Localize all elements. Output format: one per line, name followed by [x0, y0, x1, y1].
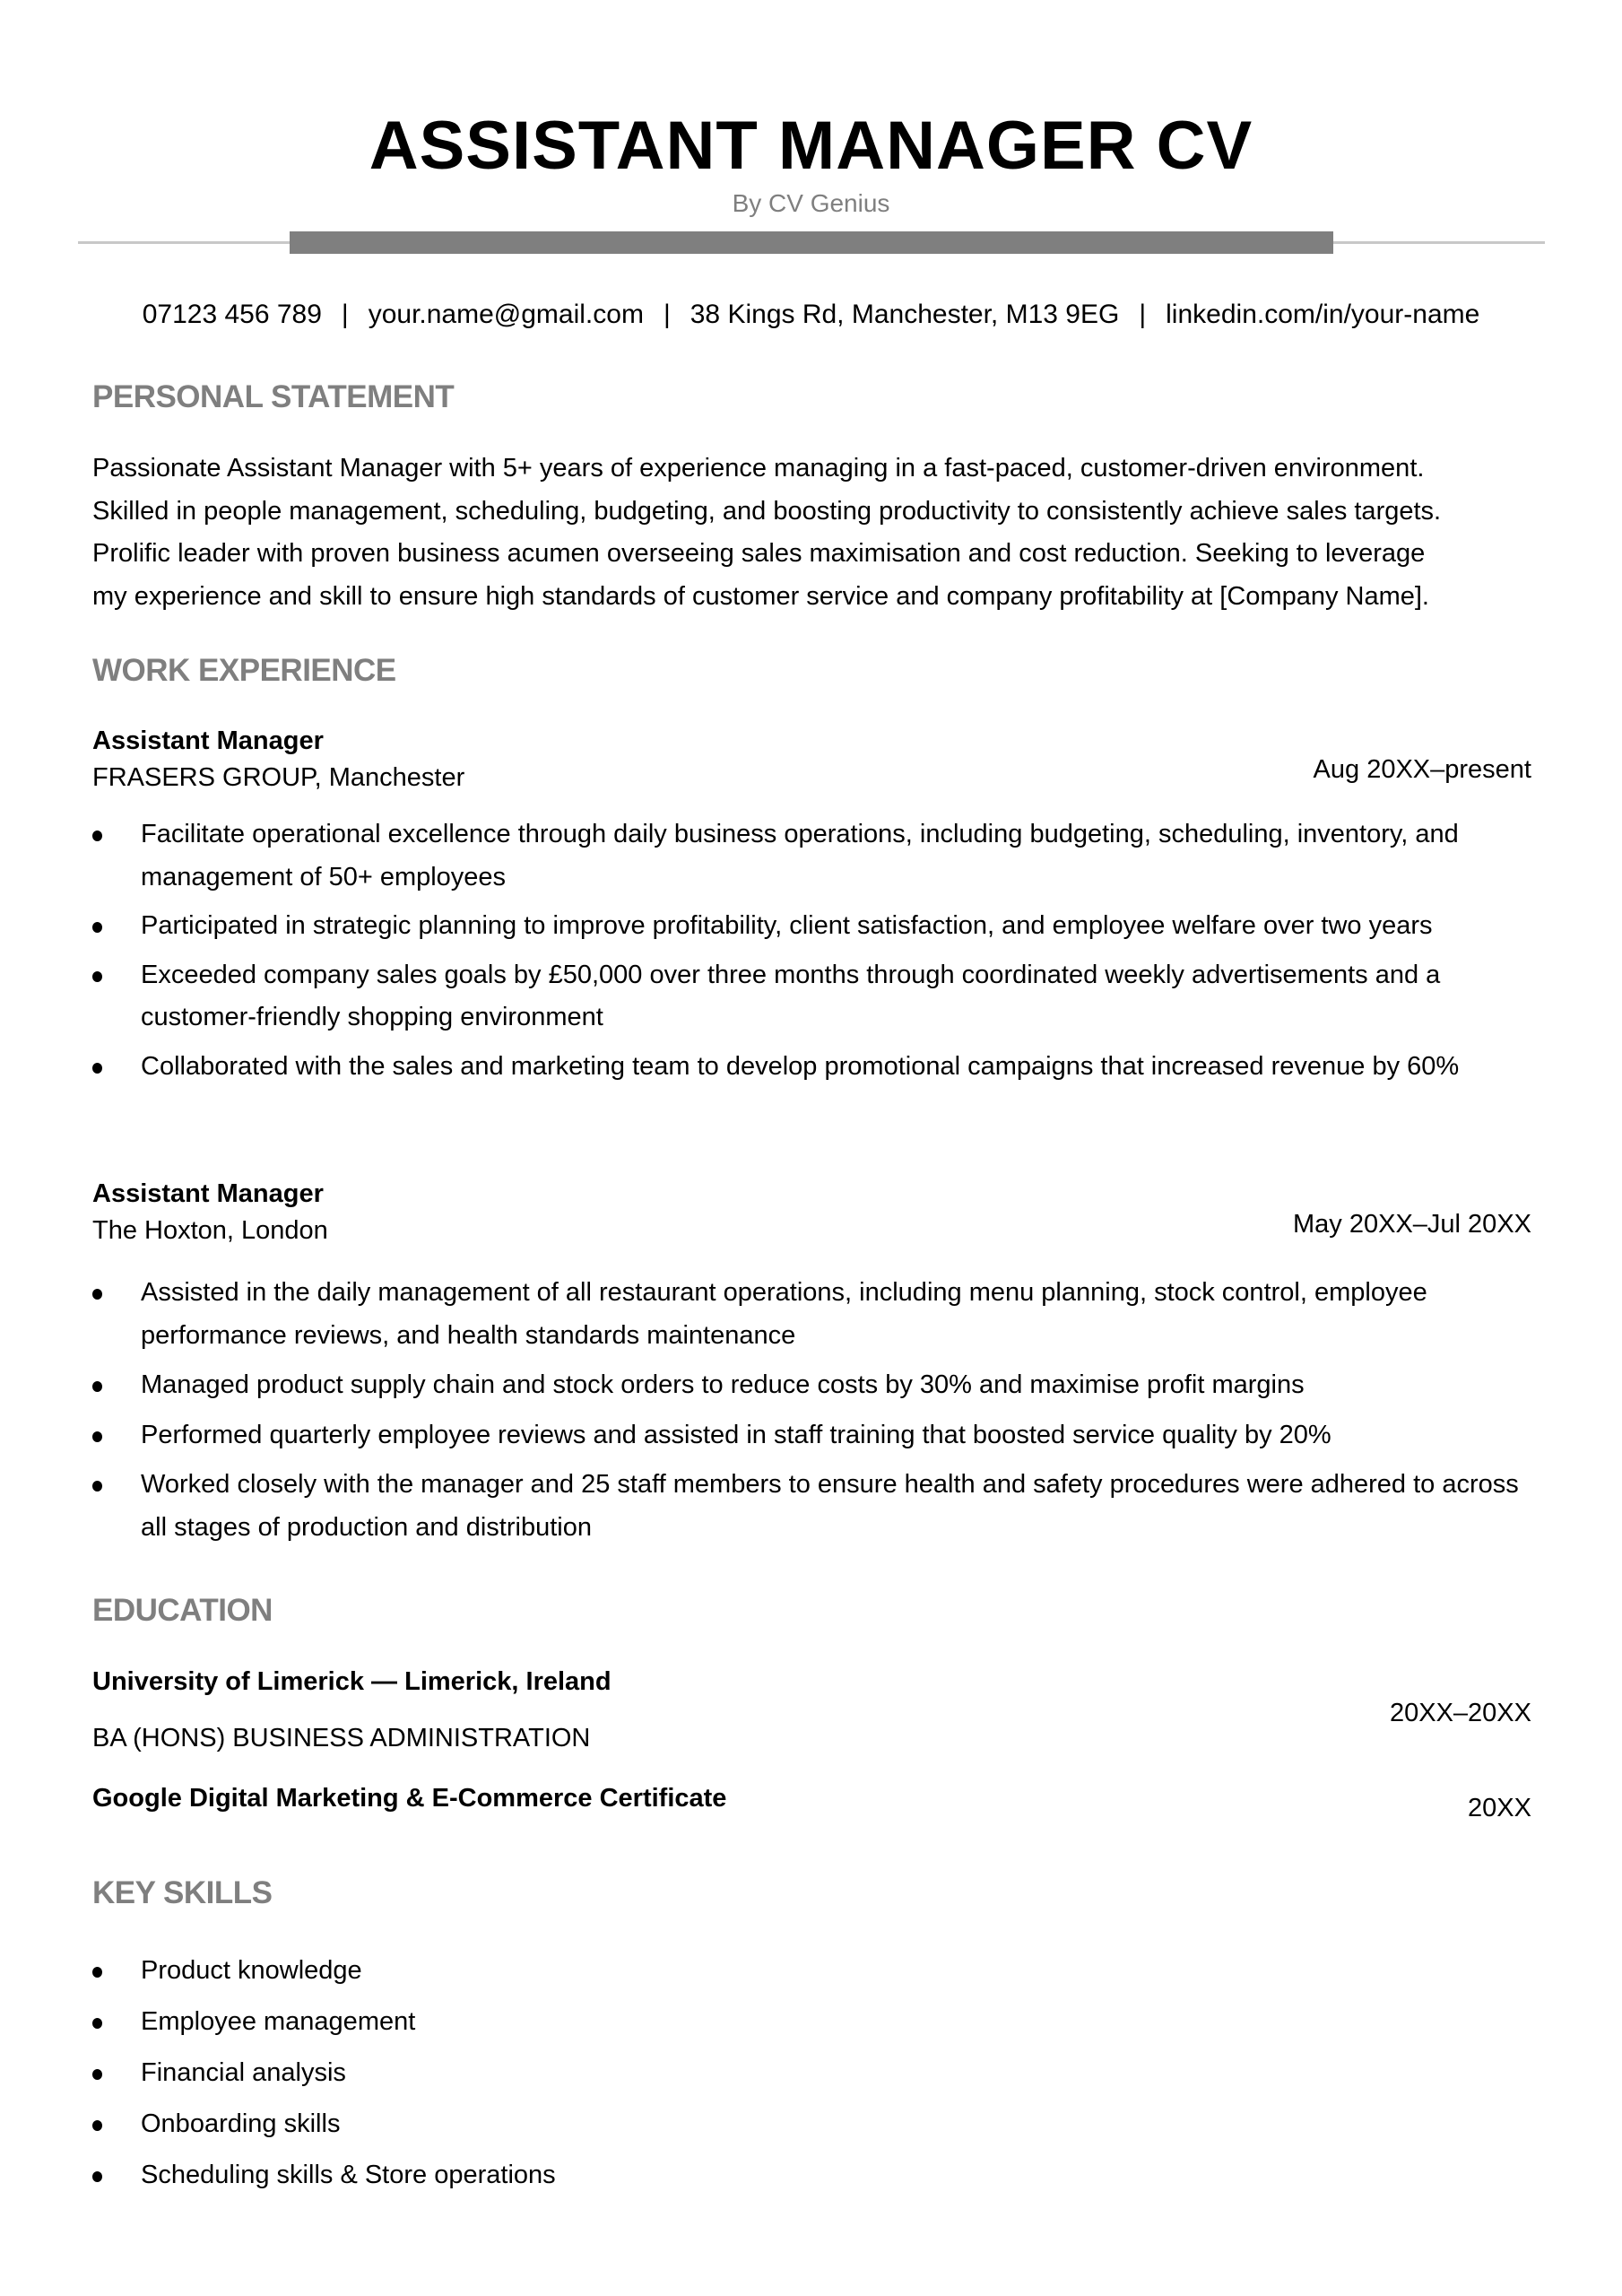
- section-heading-work-experience: WORK EXPERIENCE: [92, 653, 396, 688]
- statement-line: Prolific leader with proven business acumen overseeing sales maximisation and cost reduction. Seeking to leverage: [92, 539, 1426, 568]
- contact-linkedin[interactable]: linkedin.com/in/your-name: [1166, 300, 1480, 329]
- bullet-icon: [92, 2120, 102, 2131]
- statement-line: Skilled in people management, scheduling, budgeting, and boosting productivity to consistently achieve sales targets.: [92, 496, 1442, 526]
- bullet-icon: [92, 971, 102, 982]
- section-heading-key-skills: KEY SKILLS: [92, 1875, 273, 1910]
- cv-title: ASSISTANT MANAGER CV: [369, 108, 1253, 184]
- job-bullet-list: [92, 1272, 1545, 1556]
- bullet-icon: [92, 922, 102, 933]
- job-title: Assistant Manager: [92, 1179, 324, 1208]
- bullet-icon: [92, 2018, 102, 2029]
- statement-line: my experience and skill to ensure high standards of customer service and company profitability at [Company Name].: [92, 581, 1429, 611]
- job-company: FRASERS GROUP, Manchester: [92, 763, 465, 792]
- bullet-icon: [92, 1481, 102, 1492]
- list-item: Assisted in the daily management of all restaurant operations, including menu planning, stock control, employee performance reviews, and health standards maintenance: [92, 1272, 1545, 1357]
- bullet-icon: [92, 1967, 102, 1978]
- job-company: The Hoxton, London: [92, 1216, 328, 1245]
- contact-line: [0, 299, 1622, 331]
- contact-email[interactable]: your.name@gmail.com: [368, 300, 644, 329]
- bullet-icon: [92, 2069, 102, 2080]
- list-item: Employee management: [92, 2001, 1545, 2043]
- bullet-icon: [92, 1063, 102, 1074]
- personal-statement-text: [92, 448, 1545, 618]
- skills-list: [92, 1950, 1545, 2205]
- education-certificate: Google Digital Marketing & E-Commerce Certificate: [92, 1784, 727, 1813]
- education-dates: 20XX: [1468, 1794, 1531, 1822]
- job-bullet-list: [92, 813, 1545, 1094]
- section-heading-education: EDUCATION: [92, 1593, 273, 1628]
- bullet-icon: [92, 1289, 102, 1300]
- bullet-icon: [92, 831, 102, 841]
- statement-line: Passionate Assistant Manager with 5+ years of experience managing in a fast-paced, customer-driven environment.: [92, 454, 1425, 483]
- list-item: Onboarding skills: [92, 2103, 1545, 2145]
- contact-separator: |: [1139, 300, 1147, 329]
- byline: By CV Genius: [732, 189, 890, 217]
- section-heading-personal-statement: PERSONAL STATEMENT: [92, 379, 455, 414]
- contact-phone: 07123 456 789: [142, 300, 322, 329]
- list-item: Facilitate operational excellence through daily business operations, including budgeting, scheduling, inventory, and management of 50+ employees: [92, 813, 1545, 899]
- list-item: Collaborated with the sales and marketing team to develop promotional campaigns that increased revenue by 60%: [92, 1046, 1545, 1089]
- education-institution: University of Limerick — Limerick, Ireland: [92, 1667, 612, 1696]
- list-item: Worked closely with the manager and 25 staff members to ensure health and safety procedures were adhered to across all stages of production and distribution: [92, 1464, 1545, 1549]
- contact-separator: |: [663, 300, 671, 329]
- education-degree: BA (HONS) BUSINESS ADMINISTRATION: [92, 1724, 591, 1752]
- bullet-icon: [92, 2171, 102, 2182]
- bullet-icon: [92, 1431, 102, 1442]
- list-item: Financial analysis: [92, 2052, 1545, 2094]
- job-dates: Aug 20XX–present: [1313, 755, 1531, 784]
- list-item: Participated in strategic planning to improve profitability, client satisfaction, and employee welfare over two years: [92, 905, 1545, 948]
- job-title: Assistant Manager: [92, 726, 324, 755]
- contact-address: 38 Kings Rd, Manchester, M13 9EG: [690, 300, 1120, 329]
- list-item: Managed product supply chain and stock orders to reduce costs by 30% and maximise profit margins: [92, 1364, 1545, 1407]
- list-item: Exceeded company sales goals by £50,000 over three months through coordinated weekly advertisements and a customer-friendly shopping environment: [92, 954, 1545, 1039]
- list-item: Performed quarterly employee reviews and assisted in staff training that boosted service quality by 20%: [92, 1414, 1545, 1457]
- bullet-icon: [92, 1381, 102, 1392]
- education-dates: 20XX–20XX: [1389, 1699, 1531, 1727]
- contact-separator: |: [341, 300, 349, 329]
- list-item: Product knowledge: [92, 1950, 1545, 1992]
- header-divider-thick: [290, 231, 1333, 254]
- list-item: Scheduling skills & Store operations: [92, 2154, 1545, 2196]
- job-dates: May 20XX–Jul 20XX: [1293, 1210, 1531, 1239]
